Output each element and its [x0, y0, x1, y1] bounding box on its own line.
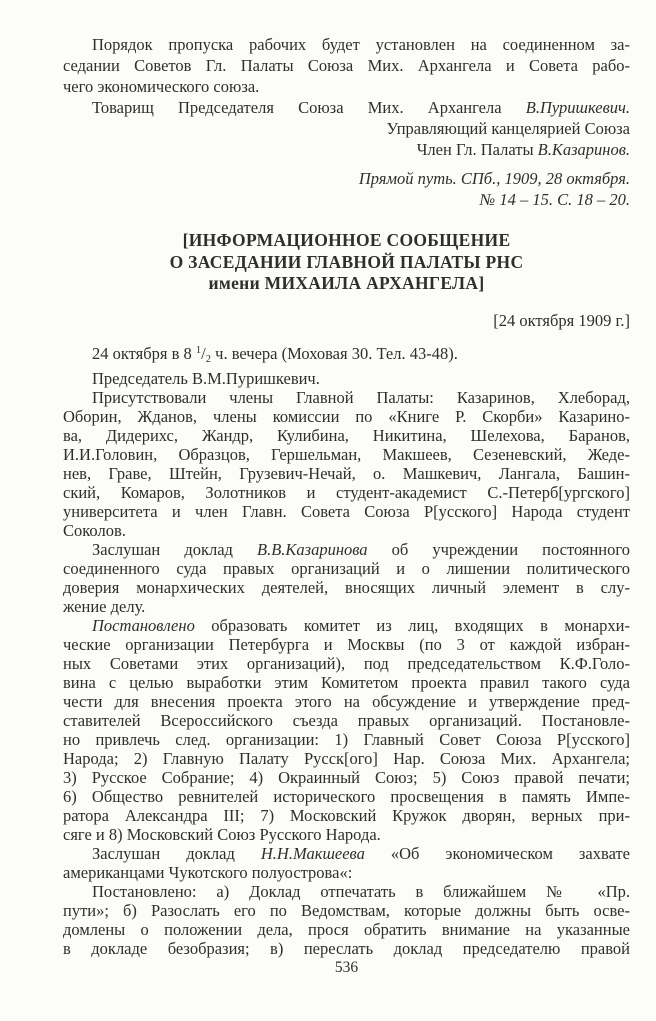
text-line — [63, 341, 630, 369]
text-run: № 14 – 15. С. 18 – 20. — [479, 190, 630, 209]
text-run: Прямой путь. СПб., 1909, 28 октября. — [358, 169, 630, 188]
text-line — [63, 597, 630, 616]
text-run: 6) Общество ревнителей исторического просвещения в память Импе- — [63, 786, 630, 806]
text-line — [63, 730, 630, 749]
text-line — [63, 139, 630, 160]
text-line — [63, 787, 630, 806]
text-run: в докладе безобразия; в) переслать доклад председателю правой — [63, 938, 630, 958]
text-run: Товарищ Председателя Союза Мих. Архангела — [92, 98, 526, 117]
text-run: 3) Русское Собрание; 4) Окраинный Союз; 5) Союз правой печати; — [63, 767, 630, 787]
text-line — [63, 34, 630, 55]
text-line — [63, 97, 630, 118]
source-citation — [63, 168, 630, 210]
text-run: но привлечь след. организации: 1) Главный Совет Союза Р[усского] — [63, 729, 630, 749]
text-run: нев, Граве, Штейн, Грузевич-Нечай, о. Машкевич, Лангала, Башин- — [63, 463, 630, 483]
text-run: Член Гл. Палаты — [416, 140, 538, 159]
text-line — [63, 901, 630, 920]
text-line — [63, 55, 630, 76]
text-run: Народа; 2) Главную Палату Русск[ого] Нар. Союза Мих. Архангела; — [63, 748, 630, 768]
signature-block — [63, 97, 630, 160]
text-run: Постановлено: а) Доклад отпечатать в ближайшем № «Пр. — [92, 881, 630, 901]
text-line — [63, 369, 630, 388]
text-line — [63, 616, 630, 635]
text-run: имени МИХАИЛА АРХАНГЕЛА] — [208, 273, 485, 293]
text-line — [63, 825, 630, 844]
text-line — [63, 426, 630, 445]
body-paragraph — [63, 882, 630, 958]
text-run: жение делу. — [63, 596, 146, 616]
text-line — [63, 540, 630, 559]
text-run: [ИНФОРМАЦИОННОЕ СООБЩЕНИЕ — [182, 230, 511, 250]
text-line — [63, 388, 630, 407]
text-run: ставителей Всероссийского съезда правых организаций. Постановле- — [63, 710, 630, 730]
text-line — [63, 920, 630, 939]
text-line — [63, 749, 630, 768]
text-line — [63, 76, 630, 97]
text-run: Председатель В.М.Пуришкевич. — [92, 368, 320, 388]
dateline — [63, 311, 630, 331]
text-line — [63, 559, 630, 578]
text-line — [63, 464, 630, 483]
text-run: ных Советами этих организаций), под председательством К.Ф.Голо- — [63, 653, 630, 673]
text-line — [63, 407, 630, 426]
text-run: Управляющий канцелярией Союза — [386, 119, 630, 138]
text-run: американцами Чукотского полуострова«: — [63, 862, 353, 882]
text-line — [63, 806, 630, 825]
text-line — [63, 768, 630, 787]
text-line — [63, 445, 630, 464]
text-run: ва, Дидерихс, Жандр, Кулибина, Никитина, Шелехова, Баранов, — [63, 425, 630, 445]
text-run: об учреждении постоянного — [367, 539, 630, 559]
text-run: В.В.Казаринова — [257, 539, 368, 559]
text-line — [63, 654, 630, 673]
text-run: [24 октября 1909 г.] — [493, 310, 630, 330]
text-run: 1 — [195, 344, 202, 356]
text-run: доверия монархических деятелей, вносящих личный элемент в слу- — [63, 577, 630, 597]
document-heading — [63, 230, 630, 295]
text-run: О ЗАСЕДАНИИ ГЛАВНОЙ ПАЛАТЫ РНС — [169, 251, 524, 272]
text-run: 24 октября в 8 — [92, 343, 196, 363]
text-line — [63, 252, 630, 274]
text-run: сяге и 8) Московский Союз Русского Народа. — [63, 824, 381, 844]
body-paragraph — [63, 341, 630, 369]
body-paragraph — [63, 844, 630, 882]
text-line — [63, 273, 630, 295]
text-run: ческие организации Петербурга и Москвы (по 3 от каждой избран- — [63, 634, 630, 654]
text-run: Присутствовали члены Главной Палаты: Казаринов, Хлеборад, — [92, 387, 630, 407]
text-column — [63, 34, 630, 958]
text-run: чести для внесения проекта этого на обсуждение и утверждение пред- — [63, 691, 630, 711]
text-run: чего экономического союза. — [63, 77, 260, 96]
body-paragraph — [63, 369, 630, 388]
text-run: ч. вечера (Моховая 30. Тел. 43-48). — [211, 343, 458, 363]
text-run: ский, Комаров, Золотников и студент-академист С.-Петерб[ургского] — [63, 482, 630, 502]
body-paragraph — [63, 388, 630, 540]
text-run: В.Пуришкевич. — [525, 98, 630, 117]
text-line — [63, 483, 630, 502]
text-line — [63, 578, 630, 597]
text-run: Соколов. — [63, 520, 126, 540]
text-line — [63, 118, 630, 139]
text-line — [63, 863, 630, 882]
text-line — [63, 521, 630, 540]
text-run: Заслушан доклад — [92, 843, 261, 863]
text-run: образовать комитет из лиц, входящих в монархи- — [194, 615, 630, 635]
text-run: Порядок пропуска рабочих будет установлен на соединенном за- — [92, 35, 630, 54]
text-line — [63, 230, 630, 252]
text-run: В.Казаринов. — [537, 140, 630, 159]
text-run: вина с целью выработки этим Комитетом проекта правил такого суда — [63, 672, 630, 692]
opening-paragraph — [63, 34, 630, 97]
text-line — [63, 711, 630, 730]
text-run: пути»; б) Разослать его по Ведомствам, которые должны быть осве- — [63, 900, 630, 920]
text-line — [63, 311, 630, 331]
text-run: 2 — [205, 353, 212, 365]
text-line — [63, 189, 630, 210]
text-run: Заслушан доклад — [92, 539, 258, 559]
text-line — [63, 844, 630, 863]
body-paragraph — [63, 616, 630, 844]
page-number: 536 — [334, 958, 359, 976]
text-run: / — [201, 343, 206, 363]
text-line — [63, 939, 630, 958]
text-line — [63, 502, 630, 521]
text-line — [63, 882, 630, 901]
text-line — [63, 168, 630, 189]
body-paragraph — [63, 540, 630, 616]
text-run: И.И.Головин, Образцов, Гершельман, Макшеев, Сезеневский, Жеде- — [63, 444, 630, 464]
text-run: седании Советов Гл. Палаты Союза Мих. Архангела и Совета рабо- — [63, 56, 630, 75]
text-run: Оборин, Жданов, члены комиссии по «Книге Р. Скорби» Казарино- — [63, 406, 630, 426]
text-line — [63, 692, 630, 711]
text-line — [63, 673, 630, 692]
text-run: университета и член Главн. Совета Союза Р[усского] Народа студент — [63, 501, 630, 521]
text-run: Постановлено — [92, 615, 195, 635]
text-run: домлены о положении дела, прося обратить внимание на указанные — [63, 919, 630, 939]
text-run: соединенного суда правых организаций и о лишении политического — [63, 558, 630, 578]
text-run: ратора Александра III; 7) Московский Кружок дворян, верных при- — [63, 805, 630, 825]
text-line — [63, 635, 630, 654]
text-run: «Об экономическом захвате — [364, 843, 630, 863]
text-run: Н.Н.Макшеева — [260, 843, 365, 863]
